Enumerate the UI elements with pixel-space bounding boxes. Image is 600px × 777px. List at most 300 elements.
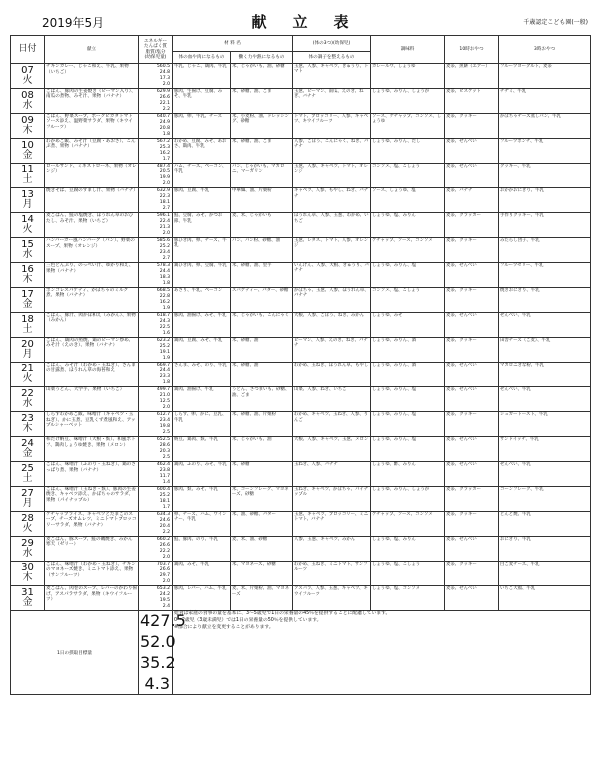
green-group-cell: 玉葱、人参、キャベツ、きゅうり、トマト [293, 64, 371, 89]
fat-value: 18.3 [159, 274, 170, 280]
footer-note-2: 0～2歳児（3歳未満児）では1日の栄養量の50％を提供しています。 [174, 618, 322, 624]
snack-15-cell: フルーツゼリー、牛乳 [499, 263, 591, 288]
snack-10-cell: 麦茶、せんべい [445, 586, 499, 611]
yellow-group-cell: 米、砂糖、油、片栗粉 [231, 412, 293, 437]
yellow-group-cell: パン、パン粉、砂糖、油 [231, 238, 293, 263]
menu-cell: 麦ごはん、肉巻のスープ、レバーのかわり揚げ、アスパラサラダ、果物（キウイフルーツ） [45, 586, 139, 611]
header-date: 日付 [11, 36, 45, 64]
fat-value: 19.1 [159, 349, 170, 355]
protein-value: 26.6 [159, 567, 170, 573]
salt-value: 2.5 [162, 430, 170, 436]
fat-value: 22.1 [159, 100, 170, 106]
energy-value: 560.5 [156, 64, 170, 69]
header-nutrition: エネルギー たんぱく質 脂質/塩分 (幼保児童) [139, 36, 173, 64]
header-snack-10: 10時おやつ [445, 36, 499, 64]
date-cell [11, 88, 45, 113]
yellow-group-cell: 米、じゃがいも、油 [231, 437, 293, 462]
snack-15-cell: せんべい、牛乳 [499, 312, 591, 337]
yellow-group-cell: 米、砂糖、油、ごま [231, 138, 293, 163]
snack-10-cell: 麦茶、せんべい [445, 312, 499, 337]
snack-15-cell: フルーツヨーグルト、麦茶 [499, 64, 591, 89]
snack-10-cell: 麦茶、せんべい [445, 437, 499, 462]
date-day: 27 [21, 487, 34, 499]
snack-15-cell: チヂミ、牛乳 [499, 88, 591, 113]
yellow-group-cell: うどん、さつまいも、砂糖、油、ごま [231, 387, 293, 412]
red-group-cell: 豚ひき肉、卵、チーズ、牛乳 [173, 238, 231, 263]
protein-value: 24.8 [159, 69, 170, 75]
snack-15-cell: いちご大福、牛乳 [499, 586, 591, 611]
snack-15-cell: おかかおにぎり、牛乳 [499, 188, 591, 213]
red-group-cell: さんま、みそ、のり、牛乳 [173, 362, 231, 387]
footer-label: 1日の摂取目標量 [11, 611, 139, 695]
fat-value: 21.3 [159, 225, 170, 231]
green-group-cell: 玉葱、キャベツ、ブロッコリー、ミニトマト、バナナ [293, 511, 371, 536]
page-header [10, 10, 590, 35]
protein-value: 28.6 [159, 443, 170, 449]
date-cell [11, 188, 45, 213]
date-cell [11, 511, 45, 536]
date-cell [11, 337, 45, 362]
date-weekday: 土 [22, 323, 33, 335]
snack-15-cell: シュガートースト、牛乳 [499, 412, 591, 437]
menu-row [11, 561, 591, 586]
fat-value: 23.3 [159, 374, 170, 380]
red-group-cell: 豚肉、油揚げ、みそ、牛乳 [173, 312, 231, 337]
protein-value: 25.2 [159, 244, 170, 250]
yellow-group-cell: 米、砂糖、油 [231, 337, 293, 362]
menu-row [11, 437, 591, 462]
salt-value: 1.4 [162, 479, 170, 485]
energy-value: 632.9 [156, 188, 170, 194]
snack-10-cell: 麦茶、クッキー [445, 113, 499, 138]
energy-value: 653.2 [156, 586, 170, 592]
nutrition-cell [139, 337, 173, 362]
energy-value: 652.5 [156, 437, 170, 443]
salt-value: 1.8 [162, 131, 170, 137]
date-weekday: 水 [22, 398, 33, 410]
nutrition-cell [139, 511, 173, 536]
salt-value: 2.2 [162, 106, 170, 112]
protein-value: 23.8 [159, 467, 170, 473]
snack-10-cell: 麦茶、せんべい [445, 536, 499, 561]
menu-row [11, 536, 591, 561]
nutrition-cell [139, 412, 173, 437]
salt-value: 2.0 [162, 554, 170, 560]
snack-10-cell: 麦茶、煎餅（エアー） [445, 64, 499, 89]
date-cell [11, 138, 45, 163]
date-cell [11, 113, 45, 138]
seasoning-cell: ケチャップ、ソース、コンソメ [371, 511, 445, 536]
menu-cell: ごはん、みそ汁（わかめ・玉ねぎ）、さんまの甘露煮、ほうれん草の海苔和え [45, 362, 139, 387]
menu-cell: 焼きそば、豆腐のすまし汁、果物（バナナ） [45, 188, 139, 213]
red-group-cell: 鮭、豚肉、のり、牛乳 [173, 536, 231, 561]
seasoning-cell: コンソメ、塩、こしょう [371, 287, 445, 312]
salt-value: 1.8 [162, 280, 170, 286]
date-weekday: 火 [22, 224, 33, 236]
protein-value: 26.6 [159, 542, 170, 548]
menu-row [11, 188, 591, 213]
protein-value: 24.4 [159, 368, 170, 374]
green-group-cell: 玉葱、人参、キャベツ、トマト、オレンジ [293, 163, 371, 188]
header-seasoning: 調味料 [371, 36, 445, 64]
date-weekday: 木 [22, 423, 33, 435]
energy-value: 596.1 [156, 213, 170, 219]
red-group-cell: 豚肉、レバー、ハム、牛乳 [173, 586, 231, 611]
date-weekday: 木 [22, 273, 33, 285]
yellow-group-cell: 麦、米、片栗粉、油、マヨネーズ [231, 586, 293, 611]
protein-value: 22.3 [159, 194, 170, 200]
date-cell [11, 263, 45, 288]
seasoning-cell: しょうゆ、みりん、酒 [371, 337, 445, 362]
nutrition-cell [139, 561, 173, 586]
seasoning-cell: ケチャップ、ソース、コンソメ [371, 238, 445, 263]
date-day: 30 [21, 562, 34, 574]
fat-value: 29.7 [159, 573, 170, 579]
snack-15-cell: せんべい、牛乳 [499, 462, 591, 487]
protein-value: 25.2 [159, 343, 170, 349]
fat-value: 19.9 [159, 175, 170, 181]
nutrition-cell [139, 163, 173, 188]
date-day: 29 [21, 537, 34, 549]
snack-10-cell: 麦茶、クッキー [445, 287, 499, 312]
red-group-cell: 豚肉、生揚げ、豆腐、みそ、牛乳 [173, 88, 231, 113]
snack-10-cell: 麦茶、クッキー [445, 412, 499, 437]
menu-row [11, 64, 591, 89]
date-weekday: 水 [22, 249, 33, 261]
date-day: 16 [21, 263, 34, 275]
snack-10-cell: 麦茶、せんべい [445, 362, 499, 387]
yellow-group-cell: スパゲティー、バター、砂糖 [231, 287, 293, 312]
yellow-group-cell: 米、じゃがいも、こんにゃく [231, 312, 293, 337]
date-day: 31 [21, 587, 34, 599]
date-weekday: 月 [22, 199, 33, 211]
green-group-cell: 玉葱、ピーマン、南瓜、えのき、ねぎ、バナナ [293, 88, 371, 113]
nutrition-cell [139, 113, 173, 138]
red-group-cell: 豚肉、卵、牛乳、チーズ [173, 113, 231, 138]
menu-cell: ごはん、野菜スープ、ポークピカタトマトソース添え、温野菜サラダ、果物（キウイフルーツ） [45, 113, 139, 138]
energy-value: 668.5 [156, 287, 170, 293]
salt-value: 2.5 [162, 455, 170, 461]
nutrition-cell [139, 462, 173, 487]
seasoning-cell: しょうゆ、酢、みりん [371, 462, 445, 487]
menu-cell: ごはん、鶏肉の照焼、鶏のピーマン炒め、みそ汁（えのき）、果物（バナナ） [45, 337, 139, 362]
seasoning-cell: しょうゆ、みそ [371, 312, 445, 337]
menu-cell: 山菜うどん、大学芋、果物（いちご） [45, 387, 139, 412]
snack-15-cell: 白ご麦チーズ、牛乳 [499, 561, 591, 586]
energy-value: 660.2 [156, 536, 170, 542]
header-snack-15: 3時おやつ [499, 36, 591, 64]
fat-value: 16.2 [159, 299, 170, 305]
menu-row [11, 287, 591, 312]
energy-value: 578.3 [156, 263, 170, 268]
menu-cell: ケチャップライス、キャベツとたまごのスープ、チーズオムレツ、ミニトマトブロッコリーサラダ、果物（バナナ） [45, 511, 139, 536]
date-day: 17 [21, 288, 34, 300]
snack-10-cell: 麦茶、ビスケット [445, 88, 499, 113]
fat-value: 11.7 [159, 473, 170, 479]
header-menu: 献立 [45, 36, 139, 64]
green-group-cell: アスパラ、人参、玉葱、キャベツ、キウイフルーツ [293, 586, 371, 611]
green-group-cell: わかめ、キャベツ、玉ねぎ、人参、りんご [293, 412, 371, 437]
energy-value: 567.2 [156, 138, 170, 144]
salt-value: 2.2 [162, 529, 170, 535]
fat-value: 18.1 [159, 498, 170, 504]
red-group-cell: しらす、卵、かに、豆乳、牛乳 [173, 412, 231, 437]
date-cell [11, 213, 45, 238]
fat-value: 18.1 [159, 200, 170, 206]
salt-value: 2.7 [162, 256, 170, 262]
snack-15-cell: みたらし団子、牛乳 [499, 238, 591, 263]
fat-value: 17.3 [159, 75, 170, 81]
date-cell [11, 486, 45, 511]
menu-cell: 三色どんぶり、のっぺい汁、ゆかり和え、果物（バナナ） [45, 263, 139, 288]
green-group-cell: 玉ねぎ、キャベツ、かぼちゃ、パイナップル [293, 486, 371, 511]
red-group-cell: 鶏肉、ふのり、みそ、牛乳 [173, 462, 231, 487]
green-group-cell: 大根、人参、キャベツ、玉葱、メロン [293, 437, 371, 462]
red-group-cell: 鶏肉、豆腐、みそ、牛乳 [173, 337, 231, 362]
energy-value: 462.4 [156, 462, 170, 467]
menu-row [11, 213, 591, 238]
salt-value: 2.0 [162, 405, 170, 411]
menu-cell: 麦ごはん、豚スープ、鮭の磯焼き、みかん寒天（ゼリー） [45, 536, 139, 561]
fat-value: 22.2 [159, 548, 170, 554]
green-group-cell: 山菜、人参、ねぎ、いちご [293, 387, 371, 412]
protein-value: 22.8 [159, 293, 170, 299]
date-cell [11, 163, 45, 188]
red-group-cell: わかめ、豆腐、みそ、あおさ、鶏肉、牛乳 [173, 138, 231, 163]
seasoning-cell: しょうゆ、みりん、だし [371, 138, 445, 163]
date-cell [11, 362, 45, 387]
menu-row [11, 387, 591, 412]
green-group-cell: 人参、玉葱、キャベツ、みかん [293, 536, 371, 561]
yellow-group-cell: 米、砂糖、油、里芋 [231, 263, 293, 288]
date-weekday: 金 [22, 298, 33, 310]
organization-name: 千歳認定こども園(一般) [523, 19, 588, 26]
fat-value: 20.8 [159, 125, 170, 131]
yellow-group-cell: 米、砂糖 [231, 462, 293, 487]
seasoning-cell: しょうゆ、塩、こしょう [371, 561, 445, 586]
snack-15-cell: クッキー、牛乳 [499, 163, 591, 188]
menu-cell: ごはん、豚肉の生姜焼き（ピーマン入り）、南瓜の煮物、みそ汁、果物（バナナ） [45, 88, 139, 113]
date-weekday: 月 [22, 497, 33, 509]
yellow-group-cell: 麦、米、じゃがいも [231, 213, 293, 238]
footer-note-3: ※都合により献立を変更することがあります。 [174, 625, 274, 631]
date-cell [11, 437, 45, 462]
menu-row [11, 312, 591, 337]
protein-value: 21.0 [159, 393, 170, 399]
energy-value: 634.3 [156, 511, 170, 517]
snack-10-cell: 麦茶、クッキー [445, 337, 499, 362]
red-group-cell: 豚肉、豆腐、牛乳 [173, 188, 231, 213]
footer-nutrition [139, 611, 186, 695]
date-day: 28 [21, 512, 34, 524]
date-weekday: 木 [22, 124, 33, 136]
menu-row [11, 362, 591, 387]
fat-value: 16.2 [159, 150, 170, 156]
nutrition-cell [139, 188, 173, 213]
protein-value: 24.9 [159, 119, 170, 125]
date-cell [11, 387, 45, 412]
snack-10-cell: 麦茶、クラッカー [445, 213, 499, 238]
footer-fat: 35.2 [140, 652, 176, 672]
footer-salt: 4.3 [144, 673, 170, 693]
date-weekday: 火 [22, 522, 33, 534]
date-day: 14 [21, 214, 34, 226]
snack-15-cell: かぼちゃチーズ蒸しパン、牛乳 [499, 113, 591, 138]
seasoning-cell: しょうゆ、みりん、塩 [371, 387, 445, 412]
salt-value: 1.9 [162, 355, 170, 361]
date-day: 11 [21, 164, 34, 176]
nutrition-cell [139, 238, 173, 263]
yellow-group-cell: 米、砂糖、油 [231, 362, 293, 387]
menu-cell: 麦ごはん、鮭の塩焼き、ほうれん草のおひたし、みそ汁、果物（いちご） [45, 213, 139, 238]
seasoning-cell: しょうゆ、みりん、しょうが [371, 486, 445, 511]
page-title: 献立表 [251, 13, 375, 31]
energy-value: 585.6 [156, 238, 170, 244]
date-day: 23 [21, 413, 34, 425]
nutrition-cell [139, 586, 173, 611]
energy-value: 487.4 [156, 163, 170, 169]
footer-energy: 427.5 [140, 611, 186, 631]
snack-15-cell: おにぎり、牛乳 [499, 536, 591, 561]
seasoning-cell: カレールウ、しょうゆ [371, 64, 445, 89]
nutrition-cell [139, 213, 173, 238]
menu-row [11, 163, 591, 188]
seasoning-cell: しょうゆ、みりん、塩 [371, 412, 445, 437]
date-weekday: 火 [22, 74, 33, 86]
date-cell [11, 64, 45, 89]
header-green-note: (体の3つ)(幼保児) [293, 36, 371, 52]
energy-value: 623.2 [156, 337, 170, 343]
salt-value: 2.7 [162, 206, 170, 212]
salt-value: 2.0 [162, 579, 170, 585]
snack-15-cell: フルーツポンチ、牛乳 [499, 138, 591, 163]
snack-10-cell: 麦茶、せんべい [445, 138, 499, 163]
green-group-cell: わかめ、玉ねぎ、ミニトマト、サンフルーツ [293, 561, 371, 586]
salt-value: 2.0 [162, 81, 170, 87]
green-group-cell: いんげん、人参、大根、きゅうり、バナナ [293, 263, 371, 288]
red-group-cell: 鮭、豆腐、みそ、かつお節、牛乳 [173, 213, 231, 238]
snack-10-cell: 麦茶、せんべい [445, 263, 499, 288]
red-group-cell: 鶏肉、油揚げ、牛乳 [173, 387, 231, 412]
date-day: 20 [21, 338, 34, 350]
green-group-cell: トマト、ブロッコリー、人参、キャベツ、キウイフルーツ [293, 113, 371, 138]
green-group-cell: ほうれん草、人参、玉葱、わかめ、いちご [293, 213, 371, 238]
date-weekday: 土 [22, 174, 33, 186]
yellow-group-cell: 米、じゃがいも、油、砂糖 [231, 64, 293, 89]
header-yellow: 働く力や熱になるもの [231, 52, 293, 64]
seasoning-cell: しょうゆ、塩、みりん [371, 213, 445, 238]
header-ingredients: 材 料 名 [173, 36, 293, 52]
menu-cell: ボンゴレスパゲティ、かぼちゃのミルク煮、果物（バナナ） [45, 287, 139, 312]
date-weekday: 金 [22, 448, 33, 460]
date-day: 09 [21, 114, 34, 126]
date-day: 22 [21, 388, 34, 400]
green-group-cell: 人参、ごぼう、こんにゃく、ねぎ、バナナ [293, 138, 371, 163]
energy-value: 612.7 [156, 412, 170, 418]
nutrition-cell [139, 387, 173, 412]
menu-cell: ごはん、味噌汁（ふのり・玉ねぎ）、鶏のさっぱり煮、果物（バナナ） [45, 462, 139, 487]
snack-10-cell: 麦茶、バナナ [445, 188, 499, 213]
date-weekday: 月 [22, 348, 33, 360]
date-cell [11, 312, 45, 337]
snack-10-cell: 麦茶、せんべい [445, 387, 499, 412]
year-month: 2019年5月 [42, 16, 105, 30]
nutrition-cell [139, 138, 173, 163]
energy-value: 600.4 [156, 486, 170, 492]
seasoning-cell: コンソメ、塩、こしょう [371, 163, 445, 188]
menu-row [11, 238, 591, 263]
footer-protein: 52.0 [140, 632, 176, 652]
menu-cell: ハンバーガー風ハンバーグ（パン）、野菜のスープ、果物（オレンジ） [45, 238, 139, 263]
seasoning-cell: ソース、しょうゆ、塩 [371, 188, 445, 213]
menu-cell: チキンカレー、じゃこ和え、牛乳、果物（いちご） [45, 64, 139, 89]
fat-value: 22.5 [159, 324, 170, 330]
menu-table [10, 35, 591, 695]
date-cell [11, 412, 45, 437]
green-group-cell: わかめ、玉ねぎ、ほうれん草、もやし [293, 362, 371, 387]
date-weekday: 水 [22, 99, 33, 111]
salt-value: 1.8 [162, 380, 170, 386]
green-group-cell: ピーマン、人参、えのき、ねぎ、バナナ [293, 337, 371, 362]
yellow-group-cell: 麦、米、油、砂糖 [231, 536, 293, 561]
date-cell [11, 536, 45, 561]
menu-row [11, 263, 591, 288]
date-day: 08 [21, 89, 34, 101]
protein-value: 24.6 [159, 517, 170, 523]
footer-note-1: 給食は家庭の食事の量を基本に、3～5歳児で1日の栄養量の45％を提供することに配慮しています。 [174, 611, 391, 617]
date-weekday: 金 [22, 597, 33, 609]
date-day: 15 [21, 239, 34, 251]
menu-cell: ごはん、豚汁、肉かぼ和え（みかん）、果物（みかん） [45, 312, 139, 337]
energy-value: 629.9 [156, 88, 170, 94]
menu-row [11, 113, 591, 138]
date-day: 21 [21, 363, 34, 375]
nutrition-cell [139, 486, 173, 511]
nutrition-cell [139, 263, 173, 288]
menu-cell: わかめご飯、みそ汁（豆腐・あおさ）、こんぶ煮、果物（バナナ） [45, 138, 139, 163]
energy-value: 640.7 [156, 113, 170, 119]
red-group-cell: 豚肉、麩、みそ、牛乳 [173, 486, 231, 511]
snack-10-cell: 麦茶、せんべい [445, 462, 499, 487]
nutrition-cell [139, 312, 173, 337]
energy-value: 499.7 [156, 387, 170, 393]
red-group-cell: 牛乳、じゃこ、鶏肉、牛乳 [173, 64, 231, 89]
snack-15-cell: 田舎チーズ（ご麦）、牛乳 [499, 337, 591, 362]
protein-value: 26.6 [159, 94, 170, 100]
yellow-group-cell: パン、じゃがいも、マカロニ、マーガリン [231, 163, 293, 188]
nutrition-cell [139, 64, 173, 89]
energy-value: 618.7 [156, 312, 170, 318]
header-red: 体の血や肉になるもの [173, 52, 231, 64]
salt-value: 1.9 [162, 305, 170, 311]
date-weekday: 水 [22, 547, 33, 559]
footer-row [11, 611, 591, 695]
snack-15-cell: サンドイッチ、牛乳 [499, 437, 591, 462]
red-group-cell: あさり、牛乳、ベーコン [173, 287, 231, 312]
date-weekday: 火 [22, 373, 33, 385]
protein-value: 24.4 [159, 268, 170, 274]
date-weekday: 土 [22, 472, 33, 484]
date-day: 10 [21, 139, 34, 151]
red-group-cell: 鶏肉、みそ、牛乳 [173, 561, 231, 586]
red-group-cell: 納豆、鶏肉、麩、牛乳 [173, 437, 231, 462]
date-cell [11, 287, 45, 312]
date-cell [11, 561, 45, 586]
date-day: 24 [21, 438, 34, 450]
menu-cell: 和だけ納豆、味噌汁（大根・麩）、和風ポトフ、鶏肉しょうゆ焼き、果物（メロン） [45, 437, 139, 462]
snack-10-cell: 麦茶、クラッカー [445, 486, 499, 511]
nutrition-cell [139, 88, 173, 113]
